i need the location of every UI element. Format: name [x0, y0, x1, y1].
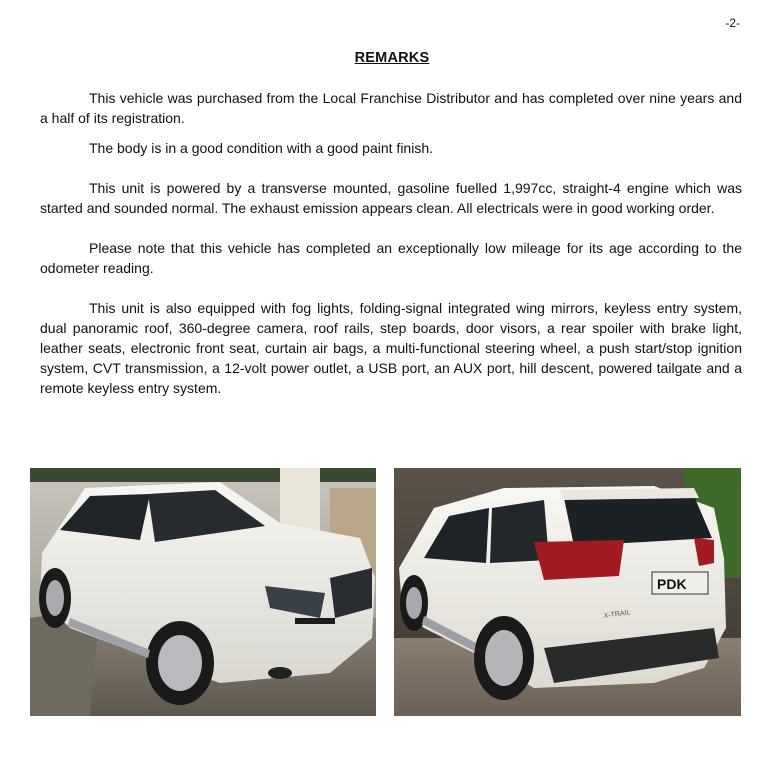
rear-badge-text: X-TRAIL [603, 609, 631, 620]
vehicle-photo-rear [394, 468, 741, 716]
paragraph-engine: This unit is powered by a transverse mounted, gasoline fuelled 1,997cc, straight-4 engine which was started and sounded normal. The exhaust emission appears clean. All electricals were in good working order. [40, 180, 742, 216]
vehicle-photo-front [30, 468, 376, 716]
page-number: -2- [725, 16, 740, 30]
paragraph-mileage: Please note that this vehicle has completed an exceptionally low mileage for its age according to the odometer reading. [40, 240, 742, 276]
vehicle-front-image [30, 468, 376, 716]
remarks-heading: REMARKS [354, 50, 430, 66]
paragraph-equipment: This unit is also equipped with fog lights, folding-signal integrated wing mirrors, keyless entry system, dual panoramic roof, 360-degree camera, roof rails, step boards, door visors, a rear spoiler with brake light, leather seats, electronic front seat, curtain air bags, a multi-functional steering wheel, a push start/stop ignition system, CVT transmission, a 12-volt power outlet, a USB port, an AUX port, hill descent, powered tailgate and a remote keyless entry system. [40, 300, 742, 396]
remarks-body [40, 88, 742, 398]
rear-plate-text: PDK [657, 576, 687, 592]
paragraph-purchase: This vehicle was purchased from the Local Franchise Distributor and has completed over nine years and a half of its registration. [40, 90, 742, 126]
vehicle-rear-image [394, 468, 741, 716]
paragraph-body-condition: The body is in a good condition with a good paint finish. [89, 140, 434, 156]
